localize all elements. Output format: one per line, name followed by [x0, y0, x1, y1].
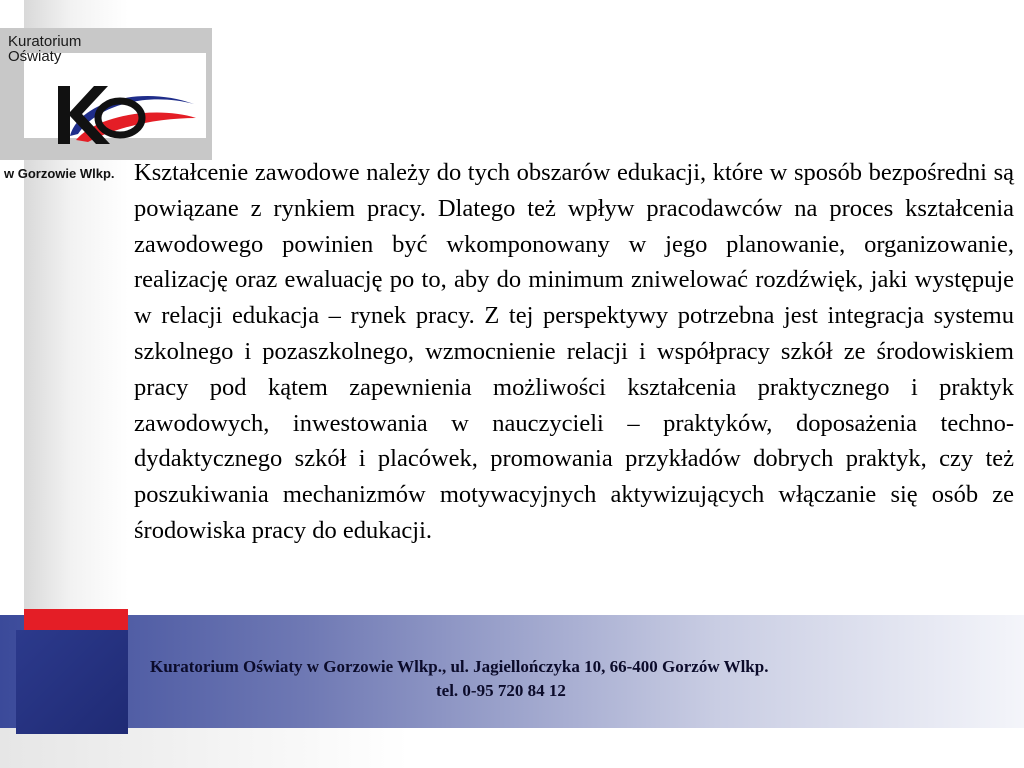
main-paragraph: Kształcenie zawodowe należy do tych obszarów edukacji, które w sposób bezpośredni są powiązane z rynkiem pracy. Dlatego też wpływ pracodawców na proces kształcenia zawodowego powinien być wkomponowany w jego planowanie, organizowanie, realizację oraz ewaluację po to, aby do minimum zniwelować rozdźwięk, jaki występuje w relacji edukacja – rynek pracy. Z tej perspektywy potrzebna jest integracja systemu szkolnego i pozaszkolnego, wzmocnienie relacji i współpracy szkół ze środowiskiem pracy pod kątem zapewnienia możliwości kształcenia praktycznego i praktyk zawodowych, inwestowania w nauczycieli – praktyków, doposażenia techno-dydaktycznego szkół i placówek, promowania przykładów dobrych praktyk, czy też poszukiwania mechanizmów motywacyjnych aktywizujących włączanie się osób ze środowiska pracy do edukacji.	[134, 159, 1014, 544]
logo-title	[8, 34, 81, 64]
footer-band-bottom	[0, 728, 1024, 768]
red-accent-bar	[24, 609, 128, 631]
logo	[0, 28, 212, 181]
logo-title-line1: Kuratorium	[8, 33, 82, 50]
logo-title-line2: Oświaty	[8, 48, 62, 65]
ko-emblem-icon	[48, 74, 198, 152]
blue-accent-square	[16, 630, 128, 734]
logo-subtitle: w Gorzowie Wlkp.	[4, 166, 115, 181]
footer-phone: tel. 0-95 720 84 12	[436, 681, 566, 700]
footer-address: Kuratorium Oświaty w Gorzowie Wlkp., ul. Jagiellończyka 10, 66-400 Gorzów Wlkp.	[150, 657, 769, 676]
